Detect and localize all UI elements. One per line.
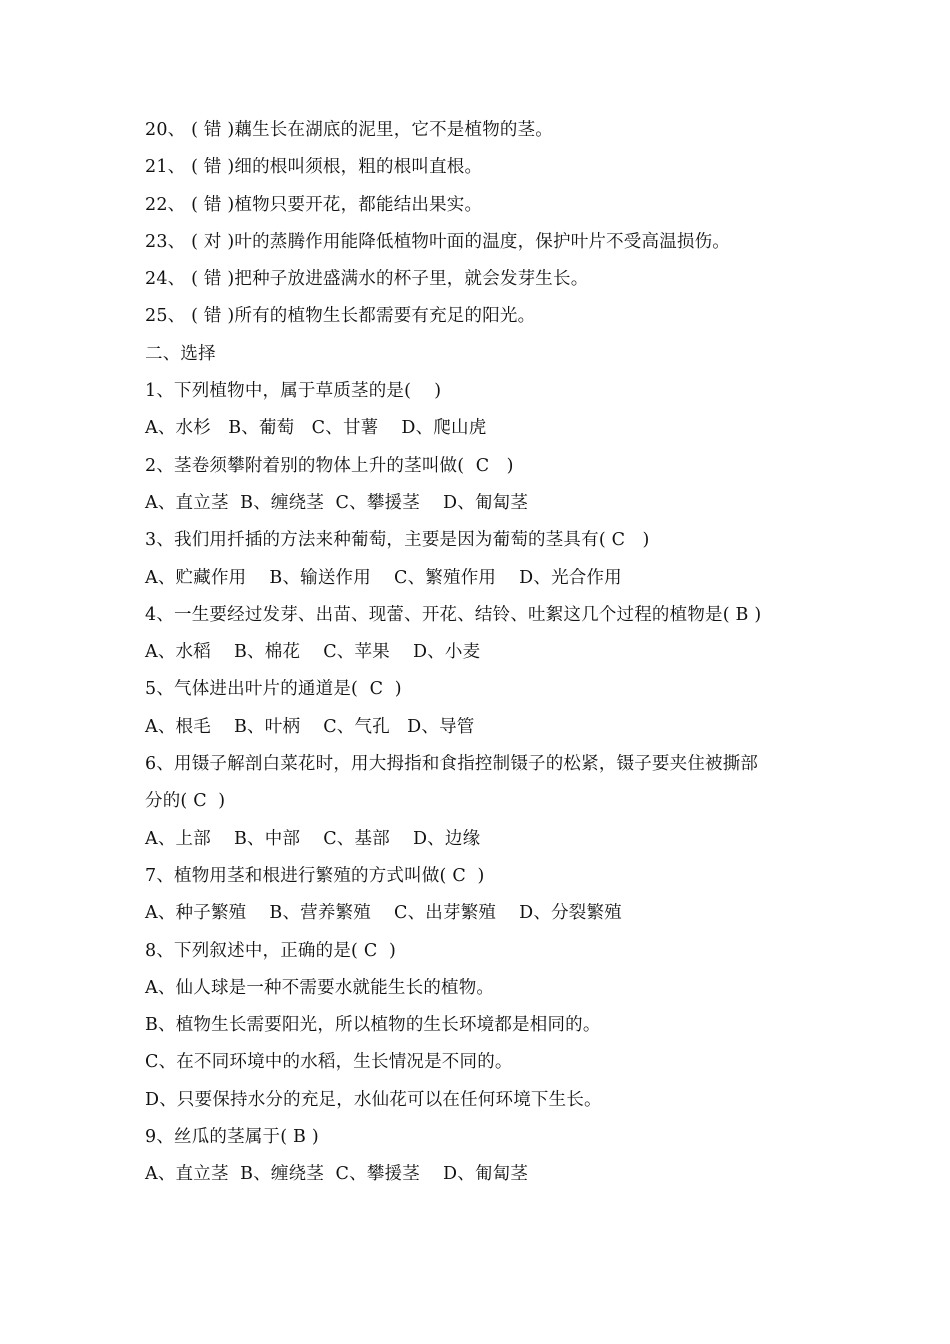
tf-item-24: 24、 ( 错 )把种子放进盛满水的杯子里，就会发芽生长。 (145, 269, 589, 290)
question-6-continued: 分的( C ) (145, 791, 226, 812)
question-9: 9、丝瓜的茎属于( B ) (145, 1127, 319, 1148)
question-6-options: A、上部 B、中部 C、基部 D、边缘 (145, 828, 481, 849)
document-body (145, 112, 845, 1194)
tf-item-22: 22、 ( 错 )植物只要开花，都能结出果实。 (145, 194, 483, 215)
tf-item-21: 21、 ( 错 )细的根叫须根，粗的根叫直根。 (145, 157, 483, 178)
question-9-options: A、直立茎 B、缠绕茎 C、攀援茎 D、匍匐茎 (145, 1164, 529, 1185)
question-1-options: A、水杉 B、葡萄 C、甘薯 D、爬山虎 (145, 418, 487, 439)
question-4-options: A、水稻 B、棉花 C、苹果 D、小麦 (145, 642, 481, 663)
question-1: 1、下列植物中，属于草质茎的是( ) (145, 381, 442, 402)
question-4: 4、一生要经过发芽、出苗、现蕾、开花、结铃、吐絮这几个过程的植物是( B ) (145, 604, 762, 625)
question-7: 7、植物用茎和根进行繁殖的方式叫做( C ) (145, 865, 485, 886)
question-8-option-a: A、仙人球是一种不需要水就能生长的植物。 (145, 977, 495, 998)
question-6: 6、用镊子解剖白菜花时，用大拇指和食指控制镊子的松紧，镊子要夹住被撕部 (145, 754, 759, 775)
question-5: 5、气体进出叶片的通道是( C ) (145, 679, 402, 700)
tf-item-20: 20、 ( 错 )藕生长在湖底的泥里，它不是植物的茎。 (145, 120, 554, 140)
question-2-options: A、直立茎 B、缠绕茎 C、攀援茎 D、匍匐茎 (145, 492, 529, 513)
question-3-options: A、贮藏作用 B、输送作用 C、繁殖作用 D、光合作用 (145, 567, 622, 588)
question-3: 3、我们用扦插的方法来种葡萄，主要是因为葡萄的茎具有( C ) (145, 530, 650, 551)
question-8: 8、下列叙述中，正确的是( C ) (145, 940, 396, 961)
question-8-option-d: D、只要保持水分的充足，水仙花可以在任何环境下生长。 (145, 1089, 602, 1110)
tf-item-23: 23、 ( 对 )叶的蒸腾作用能降低植物叶面的温度，保护叶片不受高温损伤。 (145, 231, 731, 252)
question-5-options: A、根毛 B、叶柄 C、气孔 D、导管 (145, 716, 475, 737)
question-2: 2、茎卷须攀附着别的物体上升的茎叫做( C ) (145, 455, 514, 476)
section-heading-choice: 二、选择 (145, 343, 216, 364)
tf-item-25: 25、 ( 错 )所有的植物生长都需要有充足的阳光。 (145, 306, 536, 327)
question-8-option-c: C、在不同环境中的水稻，生长情况是不同的。 (145, 1052, 513, 1073)
question-8-option-b: B、植物生长需要阳光，所以植物的生长环境都是相同的。 (145, 1015, 601, 1036)
question-7-options: A、种子繁殖 B、营养繁殖 C、出芽繁殖 D、分裂繁殖 (145, 903, 622, 924)
